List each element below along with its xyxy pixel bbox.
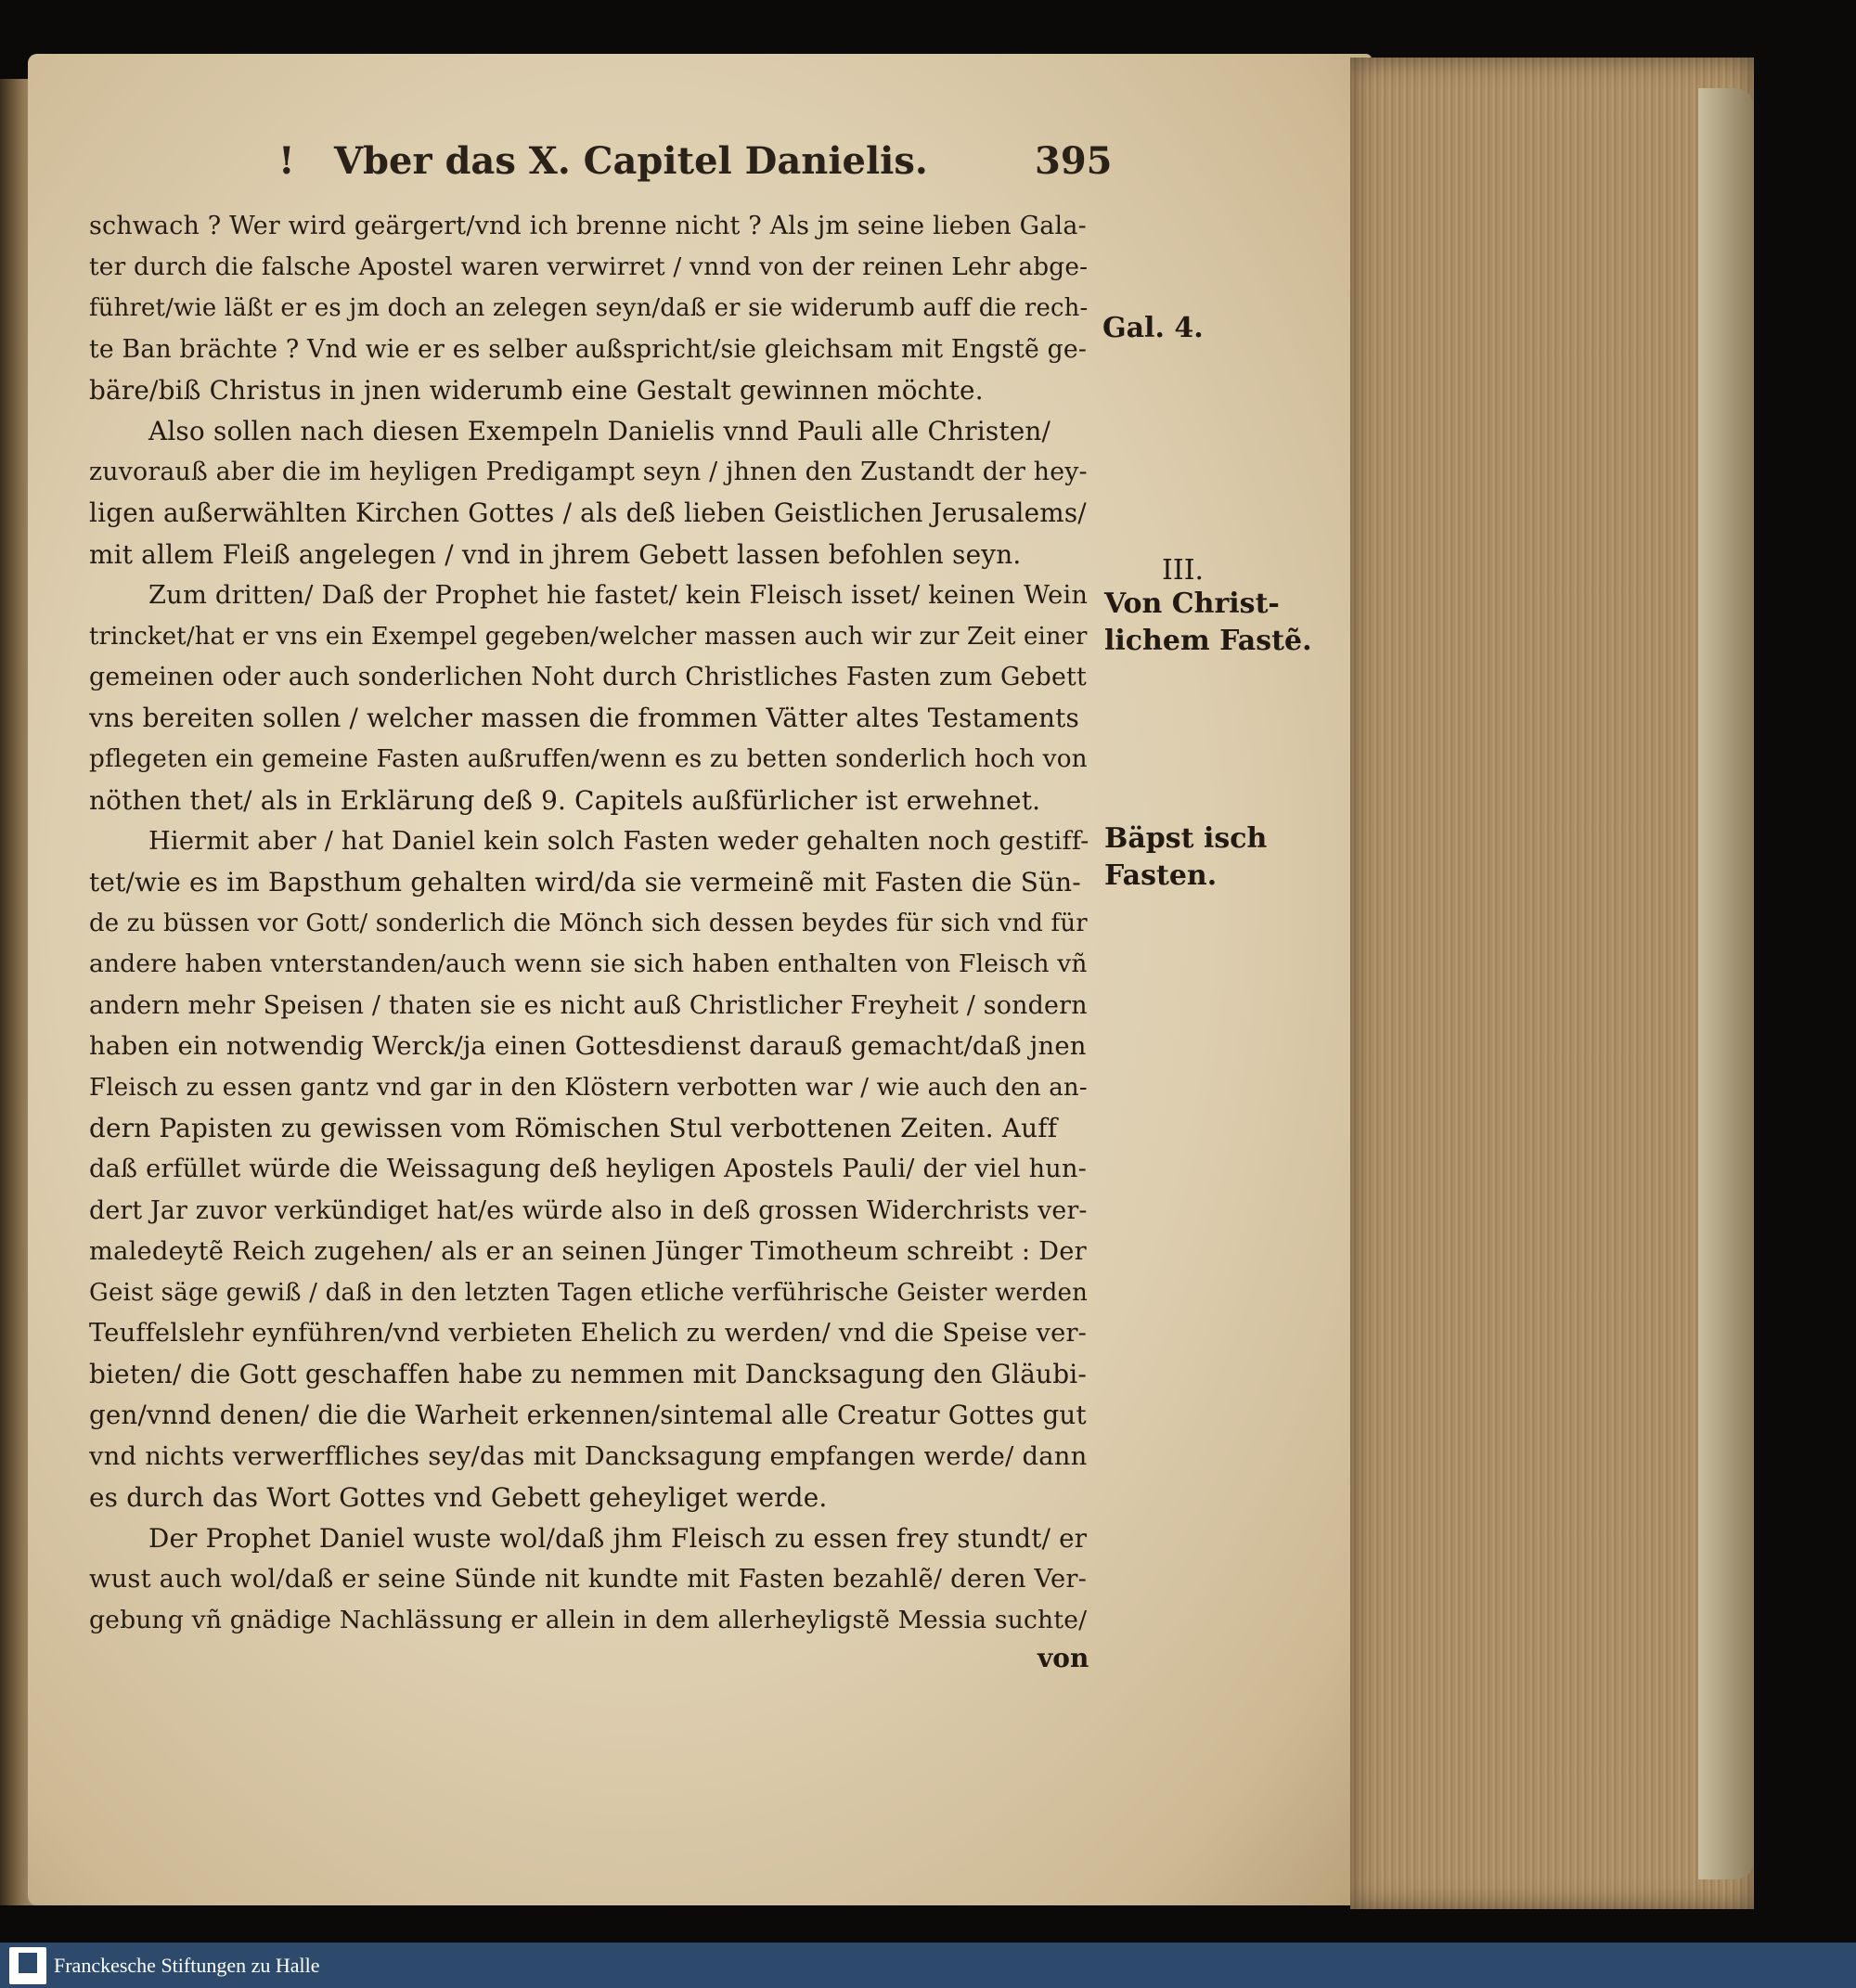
marginal-note-paepst-line1: Bäpst isch [1104,822,1268,855]
text-line: gebung vñ gnädige Nachlässung er allein in dem allerheyligstẽ Messia suchte/ [89,1606,1088,1635]
text-line: pflegeten ein gemeine Fasten außruffen/wenn es zu betten sonderlich hoch von [89,745,1088,774]
marginal-note-gal: Gal. 4. [1102,312,1204,344]
header-mark: ! [278,139,295,183]
text-line: vns bereiten sollen / welcher massen die frommen Vätter altes Testaments [89,703,1080,734]
text-line: tet/wie es im Bapsthum gehalten wird/da sie vermeinẽ mit Fasten die Sün- [89,867,1081,897]
catchword: von [1038,1643,1089,1673]
text-line: andern mehr Speisen / thaten sie es nicht auß Christlicher Freyheit / sondern [89,990,1088,1020]
marginal-note-christ-line2: lichem Fastẽ. [1104,625,1312,657]
marginal-note-christ-line1: Von Christ- [1104,587,1280,620]
text-line: zuvorauß aber die im heyligen Predigampt seyn / jhnen den Zustandt der hey- [89,458,1088,487]
text-line: te Ban brächte ? Vnd wie er es selber außspricht/sie gleichsam mit Engstẽ ge- [89,334,1088,364]
text-line: gemeinen oder auch sonderlichen Noht durch Christliches Fasten zum Gebett [89,663,1087,692]
institution-logo-icon [9,1947,46,1984]
page-block-edges [1350,58,1754,1909]
text-line: schwach ? Wer wird geärgert/vnd ich brenne nicht ? Als jm seine lieben Gala- [89,212,1087,240]
text-line: daß erfüllet würde die Weissagung deß heyligen Apostels Pauli/ der viel hun- [89,1155,1087,1184]
marginal-roman-numeral: III. [1162,554,1205,587]
text-line: maledeytẽ Reich zugehen/ als er an seinen Jünger Timotheum schreibt : Der [89,1236,1087,1266]
marginal-note-paepst-line2: Fasten. [1104,859,1218,892]
text-line: andere haben vnterstanden/auch wenn sie sich haben enthalten von Fleisch vñ [89,949,1088,979]
footer-label: Franckesche Stiftungen zu Halle [54,1954,320,1977]
text-line: Geist säge gewiß / daß in den letzten Tagen etliche verführische Geister werden [89,1278,1089,1307]
text-line: dert Jar zuvor verkündiget hat/es würde also in deß grossen Widerchrists ver- [89,1195,1088,1225]
text-line: führet/wie läßt er es jm doch an zelegen seyn/daß er sie widerumb auff die rech- [89,294,1089,323]
text-line: bieten/ die Gott geschaffen habe zu nemmen mit Dancksagung den Gläubi- [89,1359,1087,1390]
text-line: nöthen thet/ als in Erklärung deß 9. Capitels außfürlicher ist erwehnet. [89,784,1041,816]
text-line: bäre/biß Christus in jnen widerumb eine Gestalt gewinnen möchte. [89,374,984,406]
text-line: es durch das Wort Gottes vnd Gebett geheyliget werde. [89,1481,828,1513]
text-line: de zu büssen vor Gott/ sonderlich die Mönch sich dessen beydes für sich vnd für [89,910,1088,938]
text-line: haben ein notwendig Werck/ja einen Gottesdienst darauß gemacht/daß jnen [89,1031,1087,1061]
text-line: ter durch die falsche Apostel waren verwirret / vnnd von der reinen Lehr abge- [89,253,1089,282]
text-line: ligen außerwählten Kirchen Gottes / als deß lieben Geistlichen Jerusalems/ [89,497,1087,529]
book-cover-edge [1698,88,1754,1879]
header-title: Vber das X. Capitel Danielis. [334,139,928,183]
body-text-block [89,206,1091,1642]
text-line: gen/vnnd denen/ die die Warheit erkennen/sintemal alle Creatur Gottes gut [89,1400,1087,1431]
text-line: Zum dritten/ Daß der Prophet hie fastet/ kein Fleisch isset/ keinen Wein [148,580,1089,610]
text-line: Fleisch zu essen gantz vnd gar in den Klöstern verbotten war / wie auch den an- [89,1073,1088,1102]
text-line: mit allem Fleiß angelegen / vnd in jhrem Gebett lassen befohlen seyn. [89,538,1022,570]
text-line: wust auch wol/daß er seine Sünde nit kundte mit Fasten bezahlẽ/ deren Ver- [89,1565,1088,1594]
text-line: trincket/hat er vns ein Exempel gegeben/welcher massen auch wir zur Zeit einer [89,622,1088,651]
text-line: Der Prophet Daniel wuste wol/daß jhm Fleisch zu essen frey stundt/ er [148,1523,1088,1554]
page-number: 395 [1035,139,1113,183]
text-line: dern Papisten zu gewissen vom Römischen Stul verbottenen Zeiten. Auff [89,1113,1058,1144]
running-header [278,139,1114,195]
text-line: Hiermit aber / hat Daniel kein solch Fasten weder gehalten noch gestiff- [148,826,1089,856]
footer-bar [0,1943,1856,1988]
text-line: Teuffelslehr eynführen/vnd verbieten Ehelich zu werden/ vnd die Speise ver- [89,1319,1088,1349]
text-line: Also sollen nach diesen Exempeln Danielis vnnd Pauli alle Christen/ [148,415,1051,446]
text-line: vnd nichts verwerffliches sey/das mit Dancksagung empfangen werde/ dann [89,1441,1088,1471]
